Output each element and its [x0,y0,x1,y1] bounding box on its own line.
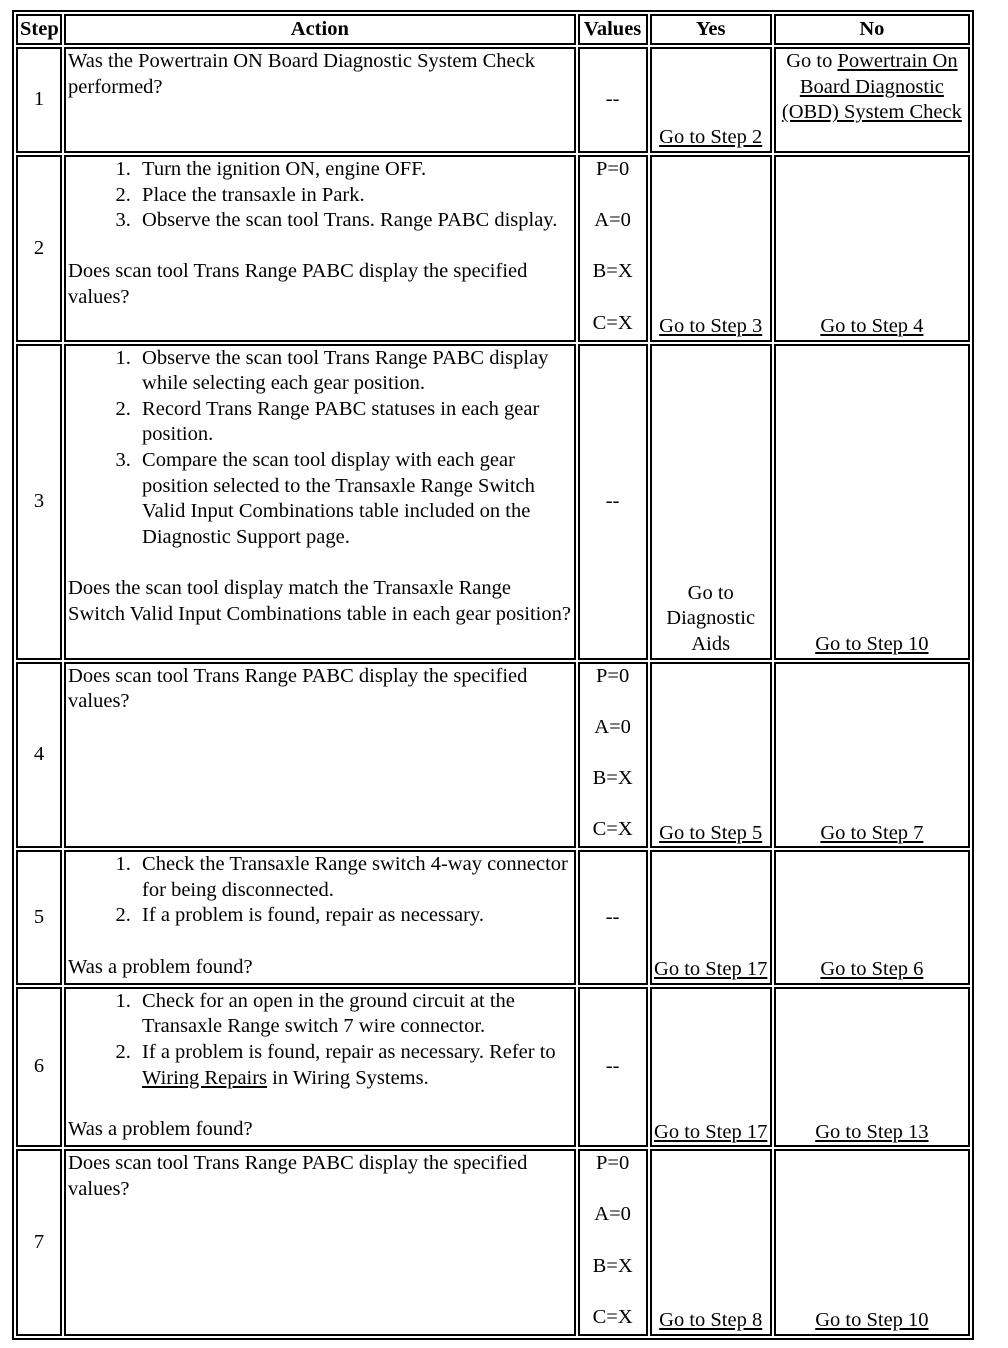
action-item: 1. Observe the scan tool Trans Range PABC display while selecting each gear position. [136,346,572,397]
action-item: 1. Turn the ignition ON, engine OFF. [136,157,572,183]
no-cell [774,47,970,153]
no-link[interactable]: Powertrain On Board Diagnostic (OBD) System Check [781,50,962,124]
action-list [68,157,572,234]
question-text: Does the scan tool display match the Transaxle Range Switch Valid Input Combinations table in each gear position? [68,576,571,625]
value-item: P=0 [596,157,630,180]
step-number: 6 [16,987,62,1148]
yes-link[interactable]: Go to Step 5 [659,821,763,844]
header-row [16,14,970,45]
action-item: 1. Check for an open in the ground circuit at the Transaxle Range switch 7 wire connector. [136,989,572,1040]
table-row [16,662,970,849]
values-cell: -- [578,47,648,153]
value-item: B=X [592,1254,633,1277]
no-link[interactable]: Go to Step 13 [815,1120,929,1143]
value-item: C=X [592,1305,633,1328]
action-text: in Wiring Systems. [267,1066,429,1089]
values-cell [578,662,648,849]
action-list [68,346,572,551]
action-cell [64,1149,576,1336]
no-link[interactable]: Go to Step 10 [815,632,929,655]
step-number: 3 [16,344,62,660]
header-step: Step [16,14,62,45]
values-cell: -- [578,987,648,1148]
action-cell [64,987,576,1148]
yes-cell [650,662,772,849]
no-cell [774,1149,970,1336]
values-cell: -- [578,850,648,984]
yes-link[interactable]: Go to Step 2 [659,126,763,149]
no-link[interactable]: Go to Step 10 [815,1309,929,1332]
diagnostic-table [12,10,974,1340]
value-item: B=X [592,260,633,283]
table-row [16,344,970,660]
yes-cell [650,47,772,153]
value-item: A=0 [594,209,631,232]
no-cell [774,850,970,984]
action-list [68,989,572,1091]
yes-link[interactable]: Go to Step 8 [659,1309,763,1332]
yes-cell [650,850,772,984]
header-no: No [774,14,970,45]
step-number: 4 [16,662,62,849]
value-item: A=0 [594,1203,631,1226]
yes-cell: Go to Diagnostic Aids [650,344,772,660]
header-values: Values [578,14,648,45]
action-item: 3. Compare the scan tool display with each gear position selected to the Transaxle Range Switch Valid Input Combinations table included on the Diagnostic Support page. [136,448,572,550]
table-row [16,987,970,1148]
table-row [16,850,970,984]
table-row [16,47,970,153]
question-text: Was a problem found? [68,1117,253,1140]
action-item: 1. Check the Transaxle Range switch 4-way connector for being disconnected. [136,852,572,903]
header-yes: Yes [650,14,772,45]
action-list [68,852,572,929]
no-cell [774,662,970,849]
header-action: Action [64,14,576,45]
no-link[interactable]: Go to Step 6 [820,958,924,981]
value-item: B=X [592,766,633,789]
action-item: 3. Observe the scan tool Trans. Range PABC display. [136,208,572,234]
wiring-repairs-link[interactable]: Wiring Repairs [142,1066,268,1089]
action-item [136,1040,572,1091]
value-item: C=X [592,311,633,334]
step-number: 1 [16,47,62,153]
action-text: If a problem is found, repair as necessary. Refer to [142,1040,556,1063]
yes-link[interactable]: Go to Step 17 [654,958,768,981]
action-cell [64,344,576,660]
action-cell [64,850,576,984]
yes-link[interactable]: Go to Step 3 [659,315,763,338]
value-item: P=0 [596,664,630,687]
table-row [16,1149,970,1336]
question-text: Does scan tool Trans Range PABC display the specified values? [68,664,528,713]
question-text: Does scan tool Trans Range PABC display the specified values? [68,1152,528,1200]
values-cell [578,155,648,342]
no-link[interactable]: Go to Step 7 [820,821,924,844]
value-item: C=X [592,818,633,841]
action-item: 2. Place the transaxle in Park. [136,183,572,209]
action-item: 2. If a problem is found, repair as necessary. [136,903,572,929]
value-item: A=0 [594,715,631,738]
table-row [16,155,970,342]
step-number: 2 [16,155,62,342]
no-cell [774,987,970,1148]
action-cell [64,155,576,342]
value-item: P=0 [596,1152,630,1175]
step-number: 5 [16,850,62,984]
yes-cell [650,155,772,342]
no-link[interactable]: Go to Step 4 [820,315,924,338]
yes-cell [650,1149,772,1336]
no-cell [774,155,970,342]
action-item: 2. Record Trans Range PABC statuses in each gear position. [136,397,572,448]
yes-cell [650,987,772,1148]
step-number: 7 [16,1149,62,1336]
question-text: Does scan tool Trans Range PABC display the specified values? [68,260,528,308]
no-prefix: Go to [786,50,838,72]
values-cell [578,1149,648,1336]
no-cell [774,344,970,660]
yes-link[interactable]: Go to Step 17 [654,1120,768,1143]
values-cell: -- [578,344,648,660]
question-text: Was a problem found? [68,955,253,978]
action-cell [64,662,576,849]
action-cell [64,47,576,153]
question-text: Was the Powertrain ON Board Diagnostic System Check performed? [68,50,535,98]
